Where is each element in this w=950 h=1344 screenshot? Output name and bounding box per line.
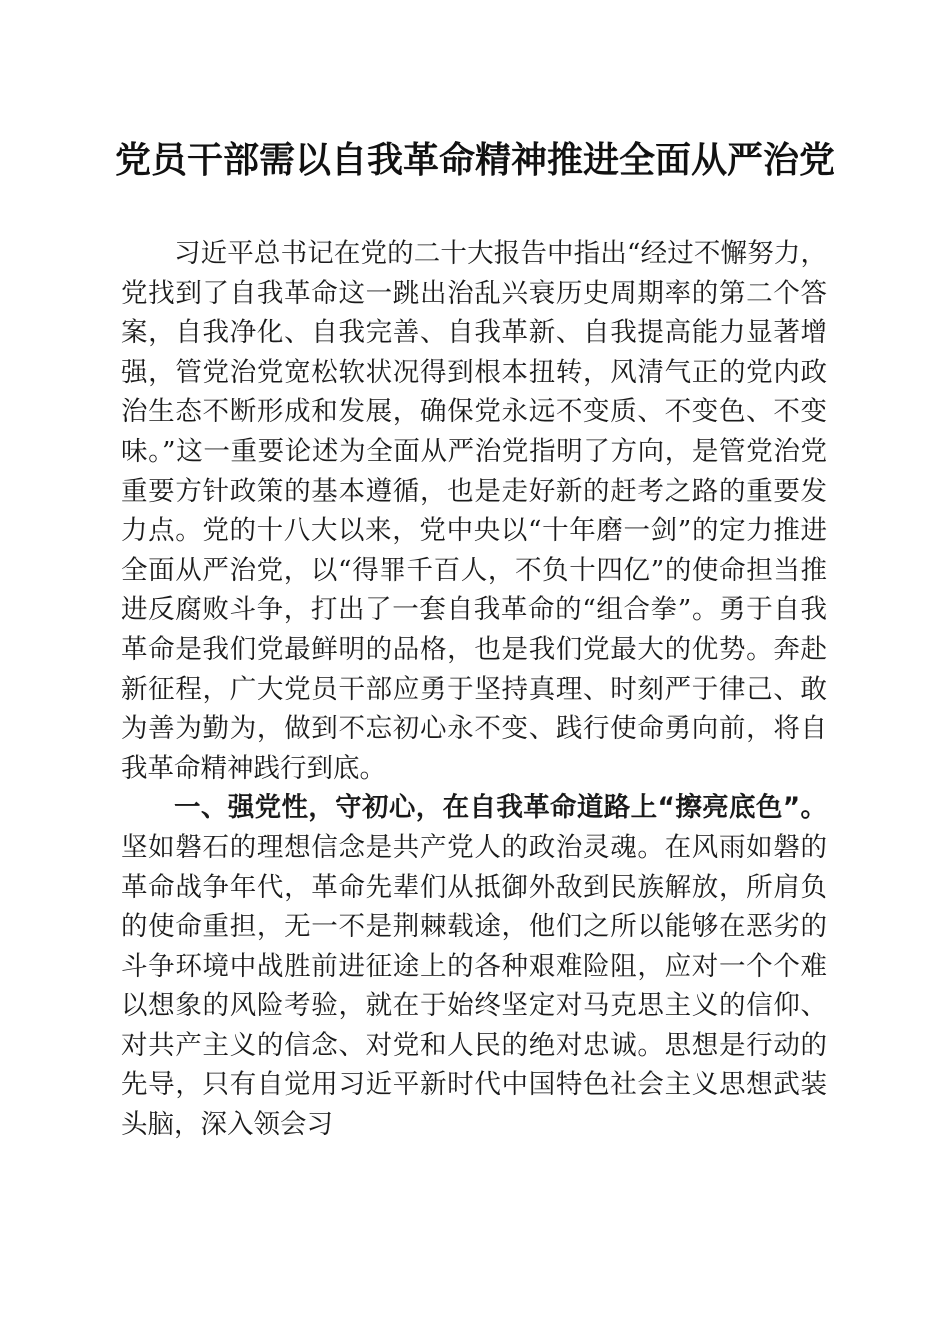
- paragraph-intro: [121, 234, 827, 788]
- document-body: [121, 234, 827, 1145]
- section-1-text: 坚如磐石的理想信念是共产党人的政治灵魂。在风雨如磐的革命战争年代，革命先辈们从抵御外敌到民族解放，所肩负的使命重担，无一不是荆棘载途，他们之所以能够在恶劣的斗争环境中战胜前进征途上的各种艰难险阻，应对一个个难以想象的风险考验，就在于始终坚定对马克思主义的信仰、对共产主义的信念、对党和人民的绝对忠诚。思想是行动的先导，只有自觉用习近平新时代中国特色社会主义思想武装头脑，深入领会习: [121, 831, 827, 1141]
- paragraph-intro-text: 习近平总书记在党的二十大报告中指出“经过不懈努力，党找到了自我革命这一跳出治乱兴衰历史周期率的第二个答案，自我净化、自我完善、自我革新、自我提高能力显著增强，管党治党宽松软状况得到根本扭转，风清气正的党内政治生态不断形成和发展，确保党永远不变质、不变色、不变味。”这一重要论述为全面从严治党指明了方向，是管党治党重要方针政策的基本遵循，也是走好新的赶考之路的重要发力点。党的十八大以来，党中央以“十年磨一剑”的定力推进全面从严治党，以“得罪千百人，不负十四亿”的使命担当推进反腐败斗争，打出了一套自我革命的“组合拳”。勇于自我革命是我们党最鲜明的品格，也是我们党最大的优势。奔赴新征程，广大党员干部应勇于坚持真理、时刻严于律己、敢为善为勤为，做到不忘初心永不变、践行使命勇向前，将自我革命精神践行到底。: [121, 238, 827, 784]
- section-1-heading: 一、强党性，守初心，在自我革命道路上“擦亮底色”。: [174, 792, 827, 824]
- paragraph-section-1: [121, 788, 827, 1144]
- document-title: 党员干部需以自我革命精神推进全面从严治党: [114, 139, 835, 181]
